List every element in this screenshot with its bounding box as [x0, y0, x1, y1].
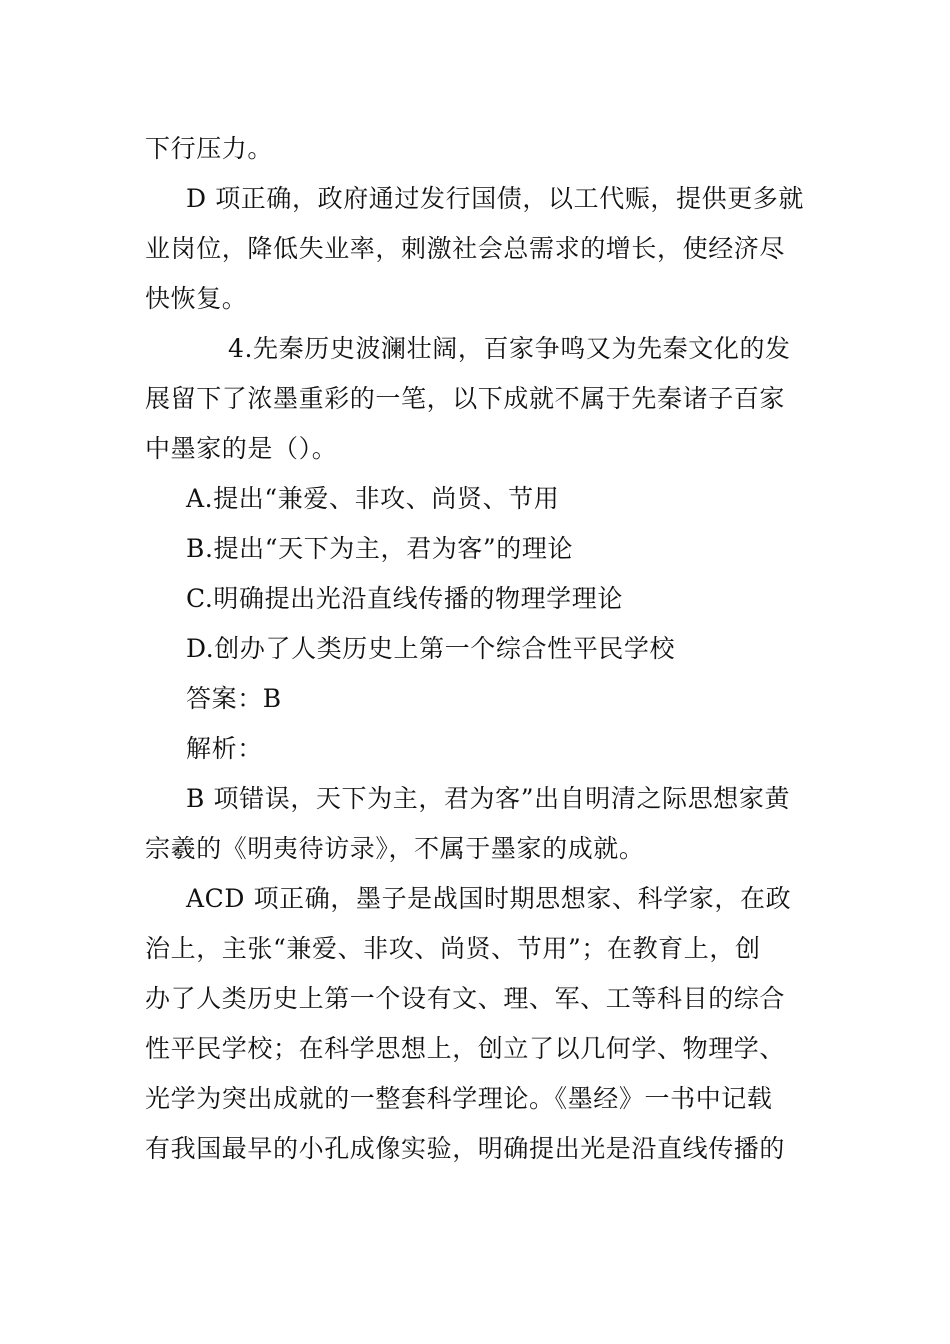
question-stem-line-3: 中墨家的是（）。 — [145, 434, 338, 463]
option-d: D.创办了人类历史上第一个综合性平民学校 — [186, 634, 676, 663]
analysis-heading: 解析： — [186, 734, 263, 763]
analysis-b-line-1: B 项错误，天下为主，君为客”出自明清之际思想家黄 — [186, 784, 791, 813]
analysis-acd-line-5: 光学为突出成就的一整套科学理论。《墨经》一书中记载 — [145, 1084, 773, 1113]
text-line-4: 快恢复。 — [145, 284, 248, 313]
analysis-b-line-2: 宗羲的《明夷待访录》，不属于墨家的成就。 — [145, 834, 645, 863]
option-c: C.明确提出光沿直线传播的物理学理论 — [186, 584, 623, 613]
analysis-acd-line-4: 性平民学校；在科学思想上，创立了以几何学、物理学、 — [145, 1034, 786, 1063]
answer-line: 答案：B — [186, 684, 282, 713]
analysis-acd-line-6: 有我国最早的小孔成像实验，明确提出光是沿直线传播的 — [145, 1134, 786, 1163]
analysis-acd-line-3: 办了人类历史上第一个设有文、理、军、工等科目的综合 — [145, 984, 786, 1013]
option-b: B.提出“天下为主，君为客”的理论 — [186, 534, 574, 563]
question-stem-line-1: 4.先秦历史波澜壮阔，百家争鸣又为先秦文化的发 — [228, 334, 791, 363]
text-line-1: 下行压力。 — [145, 134, 274, 163]
analysis-acd-line-2: 治上，主张“兼爱、非攻、尚贤、节用”；在教育上，创 — [145, 934, 761, 963]
option-a: A.提出“兼爱、非攻、尚贤、节用 — [186, 484, 560, 513]
analysis-acd-line-1: ACD 项正确，墨子是战国时期思想家、科学家，在政 — [186, 884, 792, 913]
text-line-2: D 项正确，政府通过发行国债，以工代赈，提供更多就 — [186, 184, 804, 213]
text-line-3: 业岗位，降低失业率，刺激社会总需求的增长，使经济尽 — [145, 234, 786, 263]
question-stem-line-2: 展留下了浓墨重彩的一笔，以下成就不属于先秦诸子百家 — [145, 384, 786, 413]
